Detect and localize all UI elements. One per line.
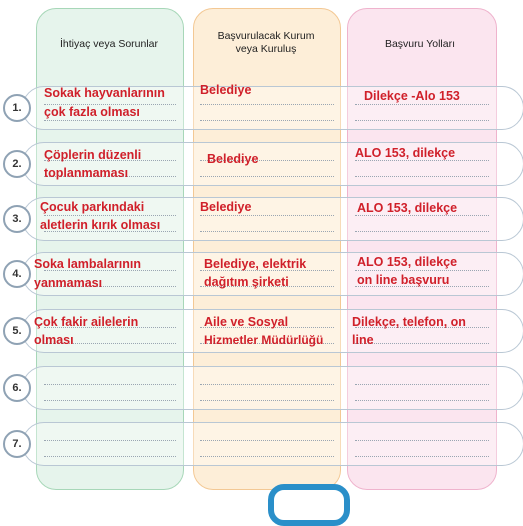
need-line-2: olması	[34, 333, 74, 347]
org-line-1: Belediye	[200, 83, 252, 97]
org-line-1: Belediye	[207, 152, 259, 166]
need-line-2: yanmaması	[34, 276, 103, 290]
method-line-1: Dilekçe, telefon, on	[352, 315, 466, 329]
table-row	[0, 83, 523, 130]
need-line-2: çok fazla olması	[44, 105, 140, 119]
table-row	[0, 252, 523, 296]
row-frame	[22, 366, 523, 410]
org-line-2: Hizmetler Müdürlüğü	[204, 333, 324, 347]
row-number: 5.	[3, 317, 31, 345]
need-line-1: Sokak hayvanlarının	[44, 86, 165, 100]
header-institutions: Başvurulacak Kurum veya Kuruluş	[217, 30, 315, 55]
decorative-loop	[268, 484, 350, 526]
org-line-1: Belediye, elektrik	[204, 257, 307, 271]
org-line-1: Belediye	[200, 200, 252, 214]
row-number: 2.	[3, 150, 31, 178]
row-number: 4.	[3, 260, 31, 288]
table-row	[0, 366, 523, 410]
row-number: 7.	[3, 430, 31, 458]
method-line-1: ALO 153, dilekçe	[357, 255, 458, 269]
row-number: 6.	[3, 374, 31, 402]
method-line-1: ALO 153, dilekçe	[357, 201, 458, 215]
column-needs	[36, 8, 184, 490]
need-line-1: Çok fakir ailelerin	[34, 315, 139, 329]
method-line-1: Dilekçe -Alo 153	[364, 89, 460, 103]
org-line-2: dağıtım şirketi	[204, 275, 289, 289]
need-line-2: aletlerin kırık olması	[40, 218, 161, 232]
method-line-2: on line başvuru	[357, 273, 450, 287]
row-frame	[22, 422, 523, 466]
method-line-2: line	[352, 333, 374, 347]
table-row	[0, 142, 523, 186]
need-line-2: toplanmaması	[44, 166, 129, 180]
row-number: 3.	[3, 205, 31, 233]
table-row	[0, 422, 523, 466]
need-line-1: Soka lambalarının	[34, 257, 141, 271]
method-line-1: ALO 153, dilekçe	[355, 146, 456, 160]
org-line-1: Aile ve Sosyal	[204, 315, 289, 329]
header-needs: İhtiyaç veya Sorunlar	[59, 38, 159, 50]
need-line-1: Çöplerin düzenli	[44, 148, 142, 162]
table-row	[0, 197, 523, 241]
need-line-1: Çocuk parkındaki	[40, 200, 145, 214]
row-number: 1.	[3, 94, 31, 122]
table-row	[0, 309, 523, 353]
column-methods	[347, 8, 497, 490]
header-methods: Başvuru Yolları	[384, 38, 456, 50]
